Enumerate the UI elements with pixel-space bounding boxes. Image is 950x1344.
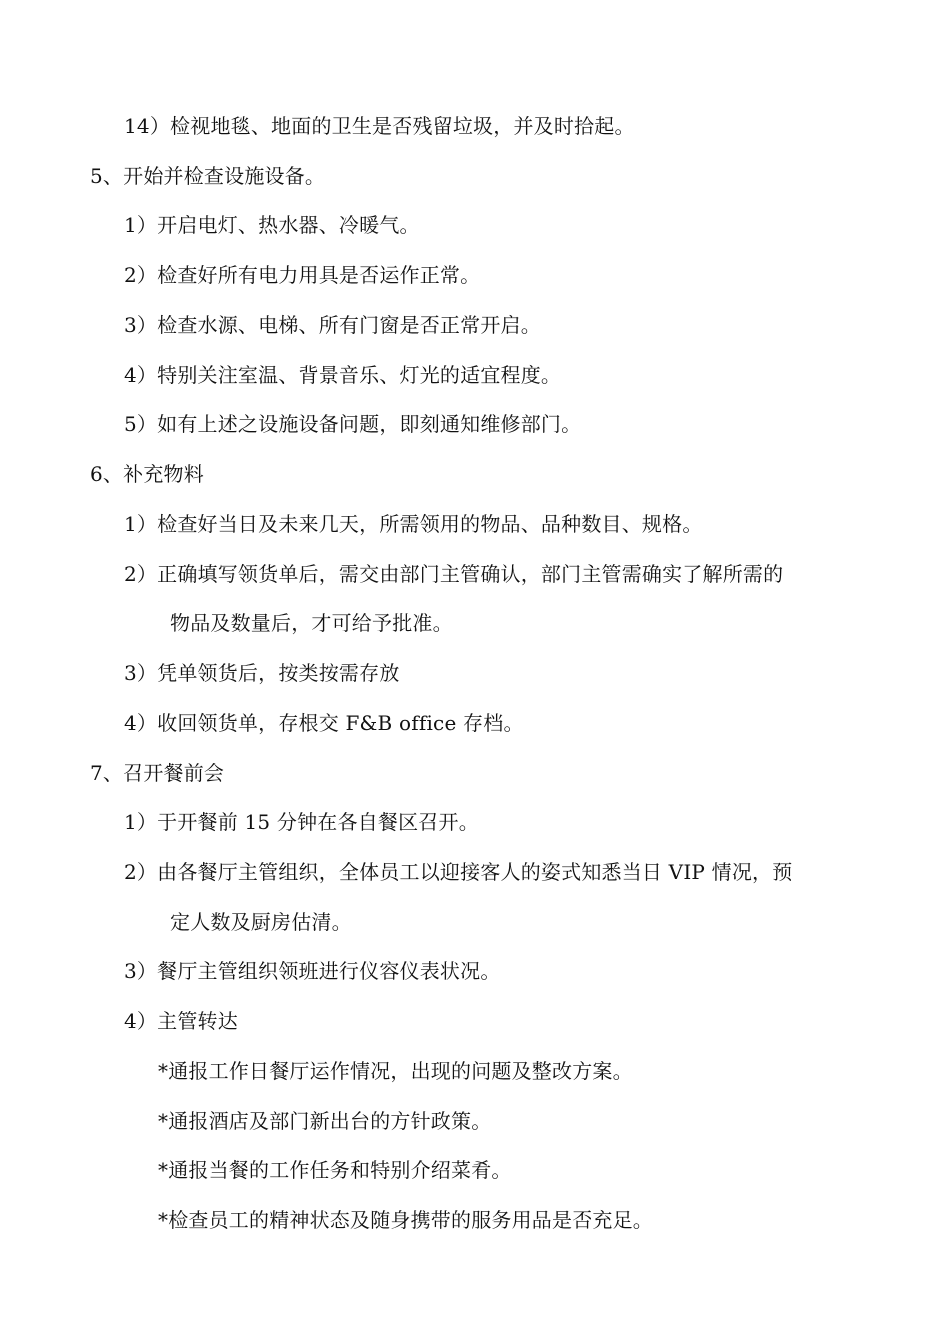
section-6-item-2: 2）正确填写领货单后，需交由部门主管确认，部门主管需确实了解所需的 — [124, 562, 784, 586]
section-6-item-4: 4）收回领货单，存根交 F&B office 存档。 — [124, 711, 524, 735]
item-14-clean-floor: 14）检视地毯、地面的卫生是否残留垃圾，并及时拾起。 — [124, 114, 635, 138]
section-7-heading: 7、召开餐前会 — [90, 761, 225, 785]
section-5-item-5: 5）如有上述之设施设备问题，即刻通知维修部门。 — [124, 412, 582, 436]
section-5-heading: 5、开始并检查设施设备。 — [90, 164, 326, 188]
bullet-meal-tasks: *通报当餐的工作任务和特别介绍菜肴。 — [158, 1158, 512, 1182]
section-5-item-1: 1）开启电灯、热水器、冷暖气。 — [124, 213, 420, 237]
bullet-operation-report: *通报工作日餐厅运作情况，出现的问题及整改方案。 — [158, 1059, 633, 1083]
section-6-item-1: 1）检查好当日及未来几天，所需领用的物品、品种数目、规格。 — [124, 512, 703, 536]
section-5-item-2: 2）检查好所有电力用具是否运作正常。 — [124, 263, 481, 287]
section-5-item-4: 4）特别关注室温、背景音乐、灯光的适宜程度。 — [124, 363, 562, 387]
section-6-item-3: 3）凭单领货后，按类按需存放 — [124, 661, 400, 685]
section-7-item-1: 1）于开餐前 15 分钟在各自餐区召开。 — [124, 810, 479, 834]
section-7-item-2-continuation: 定人数及厨房估清。 — [170, 910, 352, 934]
section-5-item-3: 3）检查水源、电梯、所有门窗是否正常开启。 — [124, 313, 541, 337]
section-7-item-2: 2）由各餐厅主管组织，全体员工以迎接客人的姿式知悉当日 VIP 情况，预 — [124, 860, 793, 884]
bullet-new-policies: *通报酒店及部门新出台的方针政策。 — [158, 1109, 492, 1133]
section-6-heading: 6、补充物料 — [90, 462, 204, 486]
section-6-item-2-continuation: 物品及数量后，才可给予批准。 — [170, 611, 453, 635]
section-7-item-4: 4）主管转达 — [124, 1009, 238, 1033]
bullet-staff-check: *检查员工的精神状态及随身携带的服务用品是否充足。 — [158, 1208, 653, 1232]
section-7-item-3: 3）餐厅主管组织领班进行仪容仪表状况。 — [124, 959, 501, 983]
